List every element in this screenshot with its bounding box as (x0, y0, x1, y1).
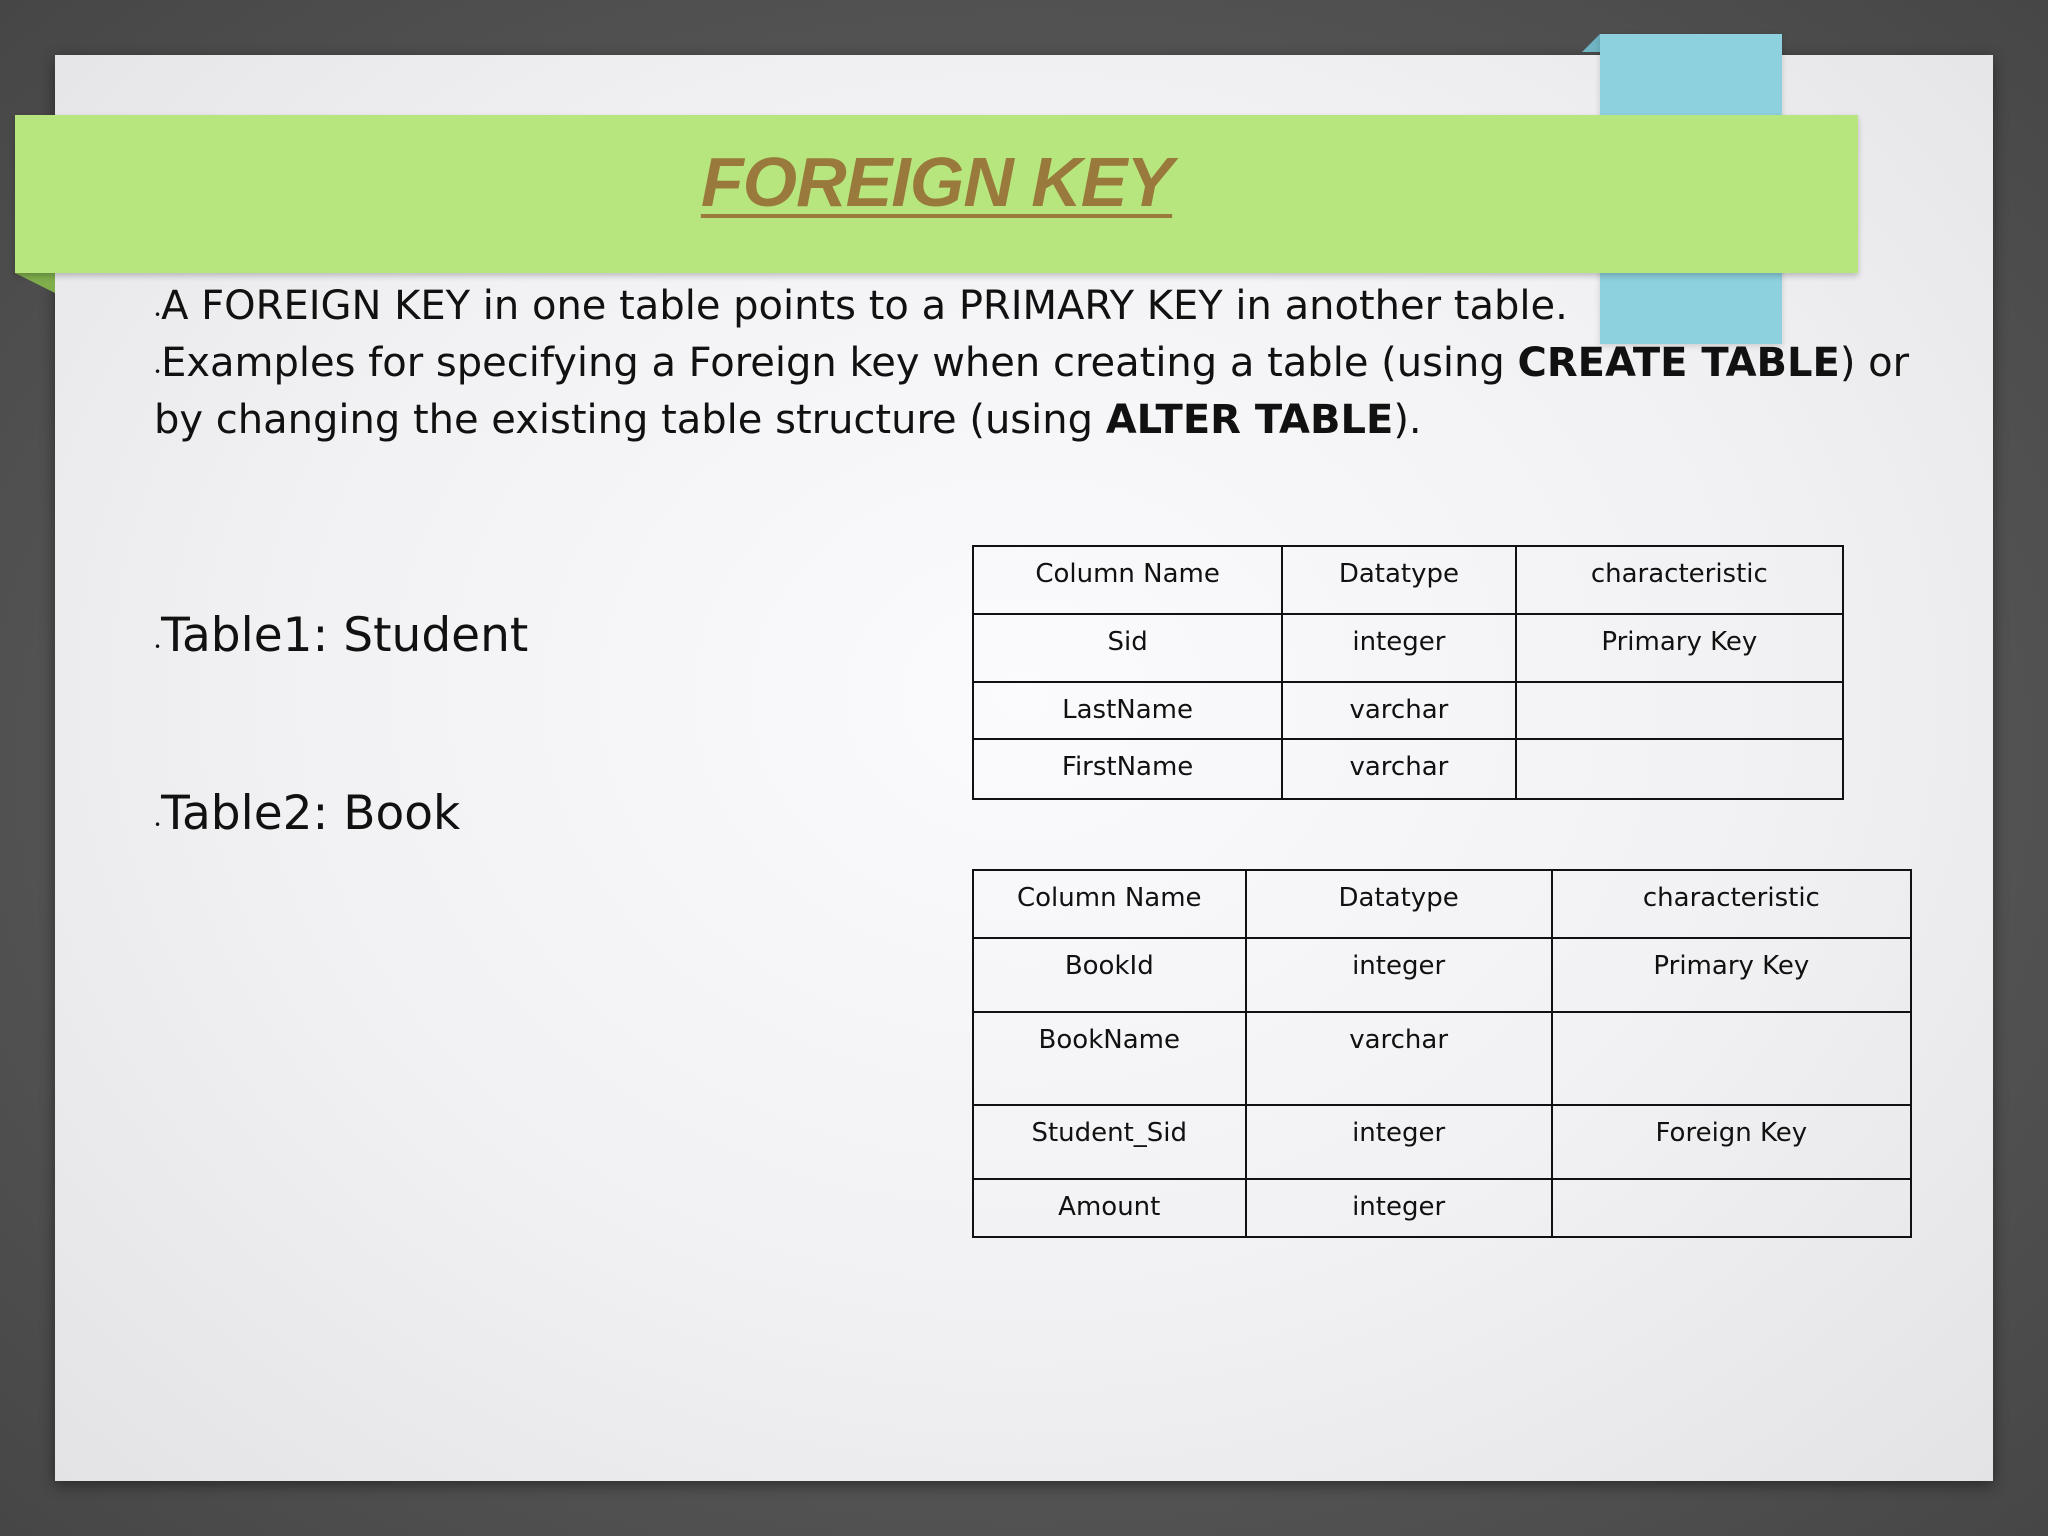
table-cell: varchar (1282, 682, 1515, 739)
bullet-2-bold-alter: ALTER TABLE (1105, 397, 1394, 443)
bullet-dot-icon: • (154, 365, 162, 379)
table-cell: BookName (973, 1012, 1246, 1105)
header-cell: Column Name (973, 546, 1282, 614)
table-cell (1516, 682, 1843, 739)
bullet-1-text: A FOREIGN KEY in one table points to a PRIMARY KEY in another table. (161, 283, 1568, 329)
table-row (973, 938, 1911, 1012)
table-row (973, 614, 1843, 682)
bullet-dot-icon: • (154, 308, 162, 322)
bullet-2-bold-create: CREATE TABLE (1517, 340, 1840, 386)
table1-label (154, 608, 528, 663)
table-cell: Sid (973, 614, 1282, 682)
table-cell: Primary Key (1552, 938, 1911, 1012)
table-row (973, 1105, 1911, 1179)
header-cell: characteristic (1552, 870, 1911, 938)
table-cell (1552, 1012, 1911, 1105)
table-cell: integer (1246, 1105, 1552, 1179)
table1-label-text: Table1: Student (161, 608, 529, 663)
table-cell: varchar (1246, 1012, 1552, 1105)
table-row (973, 1012, 1911, 1105)
table-cell: Amount (973, 1179, 1246, 1237)
book-table (972, 869, 1912, 1238)
blue-tab-fold (1582, 34, 1600, 52)
table-cell: LastName (973, 682, 1282, 739)
table-cell: integer (1246, 938, 1552, 1012)
table-cell: Primary Key (1516, 614, 1843, 682)
table-cell: FirstName (973, 739, 1282, 799)
bullet-list (154, 282, 1954, 444)
table-cell: integer (1282, 614, 1515, 682)
bullet-dot-icon: • (154, 818, 162, 832)
header-cell: characteristic (1516, 546, 1843, 614)
table-row (973, 682, 1843, 739)
table-header-row (973, 546, 1843, 614)
header-cell: Datatype (1246, 870, 1552, 938)
table-cell: BookId (973, 938, 1246, 1012)
bullet-dot-icon: • (154, 640, 162, 654)
table-row (973, 1179, 1911, 1237)
table2-label-text: Table2: Book (161, 786, 461, 841)
table-cell: Student_Sid (973, 1105, 1246, 1179)
table-cell: Foreign Key (1552, 1105, 1911, 1179)
table-cell: integer (1246, 1179, 1552, 1237)
banner-fold (15, 273, 55, 293)
bullet-2-text-b: ) or by changing the existing table structure (using (154, 340, 1910, 443)
bullet-2-text-a: Examples for specifying a Foreign key when creating a table (using (161, 340, 1518, 386)
table-cell (1552, 1179, 1911, 1237)
bullet-2 (154, 339, 1954, 444)
table-header-row (973, 870, 1911, 938)
table-row (973, 739, 1843, 799)
header-cell: Datatype (1282, 546, 1515, 614)
bullet-2-text-c: ). (1393, 397, 1422, 443)
table2-label (154, 786, 460, 841)
slide-title: FOREIGN KEY (700, 143, 1173, 221)
bullet-1 (154, 282, 1954, 339)
header-cell: Column Name (973, 870, 1246, 938)
table-cell (1516, 739, 1843, 799)
table-cell: varchar (1282, 739, 1515, 799)
title-banner (15, 115, 1858, 273)
student-table (972, 545, 1844, 800)
